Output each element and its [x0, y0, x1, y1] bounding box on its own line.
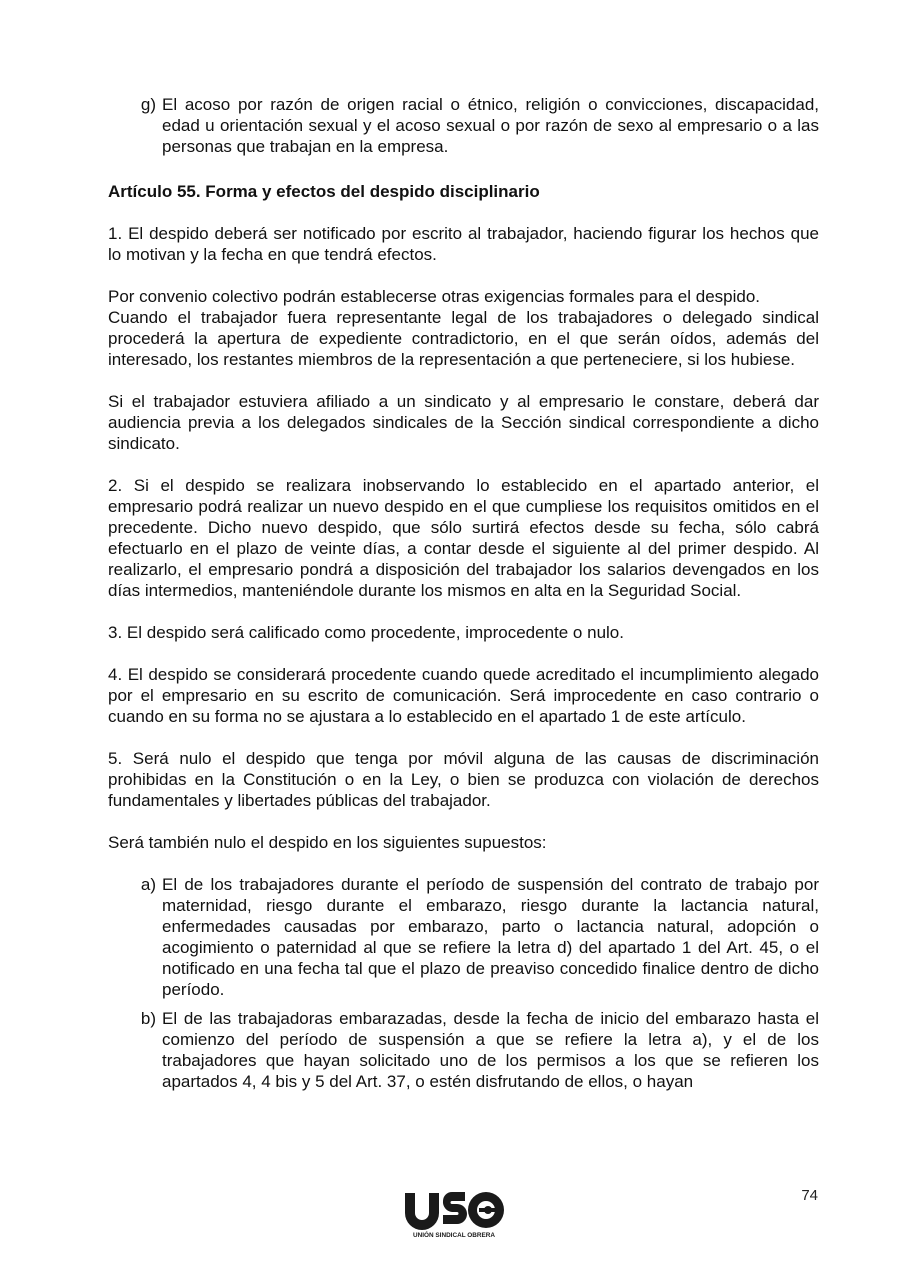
list-marker: a) [140, 875, 156, 894]
paragraph-6: 3. El despido será calificado como procedente, improcedente o nulo. [108, 623, 624, 642]
document-page [108, 94, 819, 1092]
paragraph-3: Cuando el trabajador fuera representante legal de los trabajadores o delegado sindical procederá la apertura de expediente contradictorio, en el que serán oídos, además del interesado, los restantes miembros de la representación a que perteneciere, si los hubiese. [108, 308, 819, 369]
paragraph-1: 1. El despido deberá ser notificado por escrito al trabajador, haciendo figurar los hechos que lo motivan y la fecha en que tendrá efectos. [108, 224, 819, 264]
list-item-a [108, 874, 819, 1000]
list-item-text: El de los trabajadores durante el período de suspensión del contrato de trabajo por maternidad, riesgo durante el embarazo, riesgo durante la lactancia natural, enfermedades causadas por embarazo, parto o lactancia natural, adopción o acogimiento o paternidad al que se refiere la letra d) del apartado 1 del Art. 45, o el notificado en una fecha tal que el plazo de preaviso concedido finalice dentro de dicho período. [162, 875, 819, 999]
paragraph-8: 5. Será nulo el despido que tenga por móvil alguna de las causas de discriminación prohibidas en la Constitución o en la Ley, o bien se produzca con violación de derechos fundamentales y libertades públicas del trabajador. [108, 749, 819, 810]
list-item-text: El acoso por razón de origen racial o étnico, religión o convicciones, discapacidad, edad u orientación sexual y el acoso sexual o por razón de sexo al empresario o a las personas que trabajan en la empresa. [162, 95, 819, 156]
paragraph-2: Por convenio colectivo podrán establecerse otras exigencias formales para el despido. [108, 287, 761, 306]
paragraph-5: 2. Si el despido se realizara inobservando lo establecido en el apartado anterior, el empresario podrá realizar un nuevo despido en el que cumpliese los requisitos omitidos en el precedente. Dicho nuevo despido, que sólo surtirá efectos desde su fecha, sólo cabrá efectuarlo en el plazo de veinte días, a contar desde el siguiente al del primer despido. Al realizarlo, el empresario pondrá a disposición del trabajador los salarios devengados en los días intermedios, manteniéndole durante los mismos en alta en la Seguridad Social. [108, 476, 819, 600]
list-item-text: El de las trabajadoras embarazadas, desde la fecha de inicio del embarazo hasta el comienzo del período de suspensión a que se refiere la letra a), y el de los trabajadores que hayan solicitado uno de los permisos a los que se refieren los apartados 4, 4 bis y 5 del Art. 37, o estén disfrutando de ellos, o hayan [162, 1009, 819, 1091]
page-number: 74 [801, 1187, 818, 1204]
list-item-b [108, 1008, 819, 1092]
uso-logo [403, 1191, 505, 1239]
list-marker: g) [140, 95, 156, 114]
paragraph-7: 4. El despido se considerará procedente cuando quede acreditado el incumplimiento alegado por el empresario en su escrito de comunicación. Será improcedente en caso contrario o cuando en su forma no se ajustara a lo establecido en el apartado 1 de este artículo. [108, 665, 819, 726]
list-item-g [108, 94, 819, 157]
list-marker: b) [140, 1009, 156, 1028]
article-heading: Artículo 55. Forma y efectos del despido disciplinario [108, 182, 540, 201]
supuestos-list [108, 874, 819, 1092]
paragraph-9: Será también nulo el despido en los siguientes supuestos: [108, 833, 547, 852]
paragraph-4: Si el trabajador estuviera afiliado a un sindicato y al empresario le constare, deberá dar audiencia previa a los delegados sindicales de la Sección sindical correspondiente a dicho sindicato. [108, 392, 819, 453]
logo-subtitle: UNIÓN SINDICAL OBRERA [413, 1232, 495, 1239]
